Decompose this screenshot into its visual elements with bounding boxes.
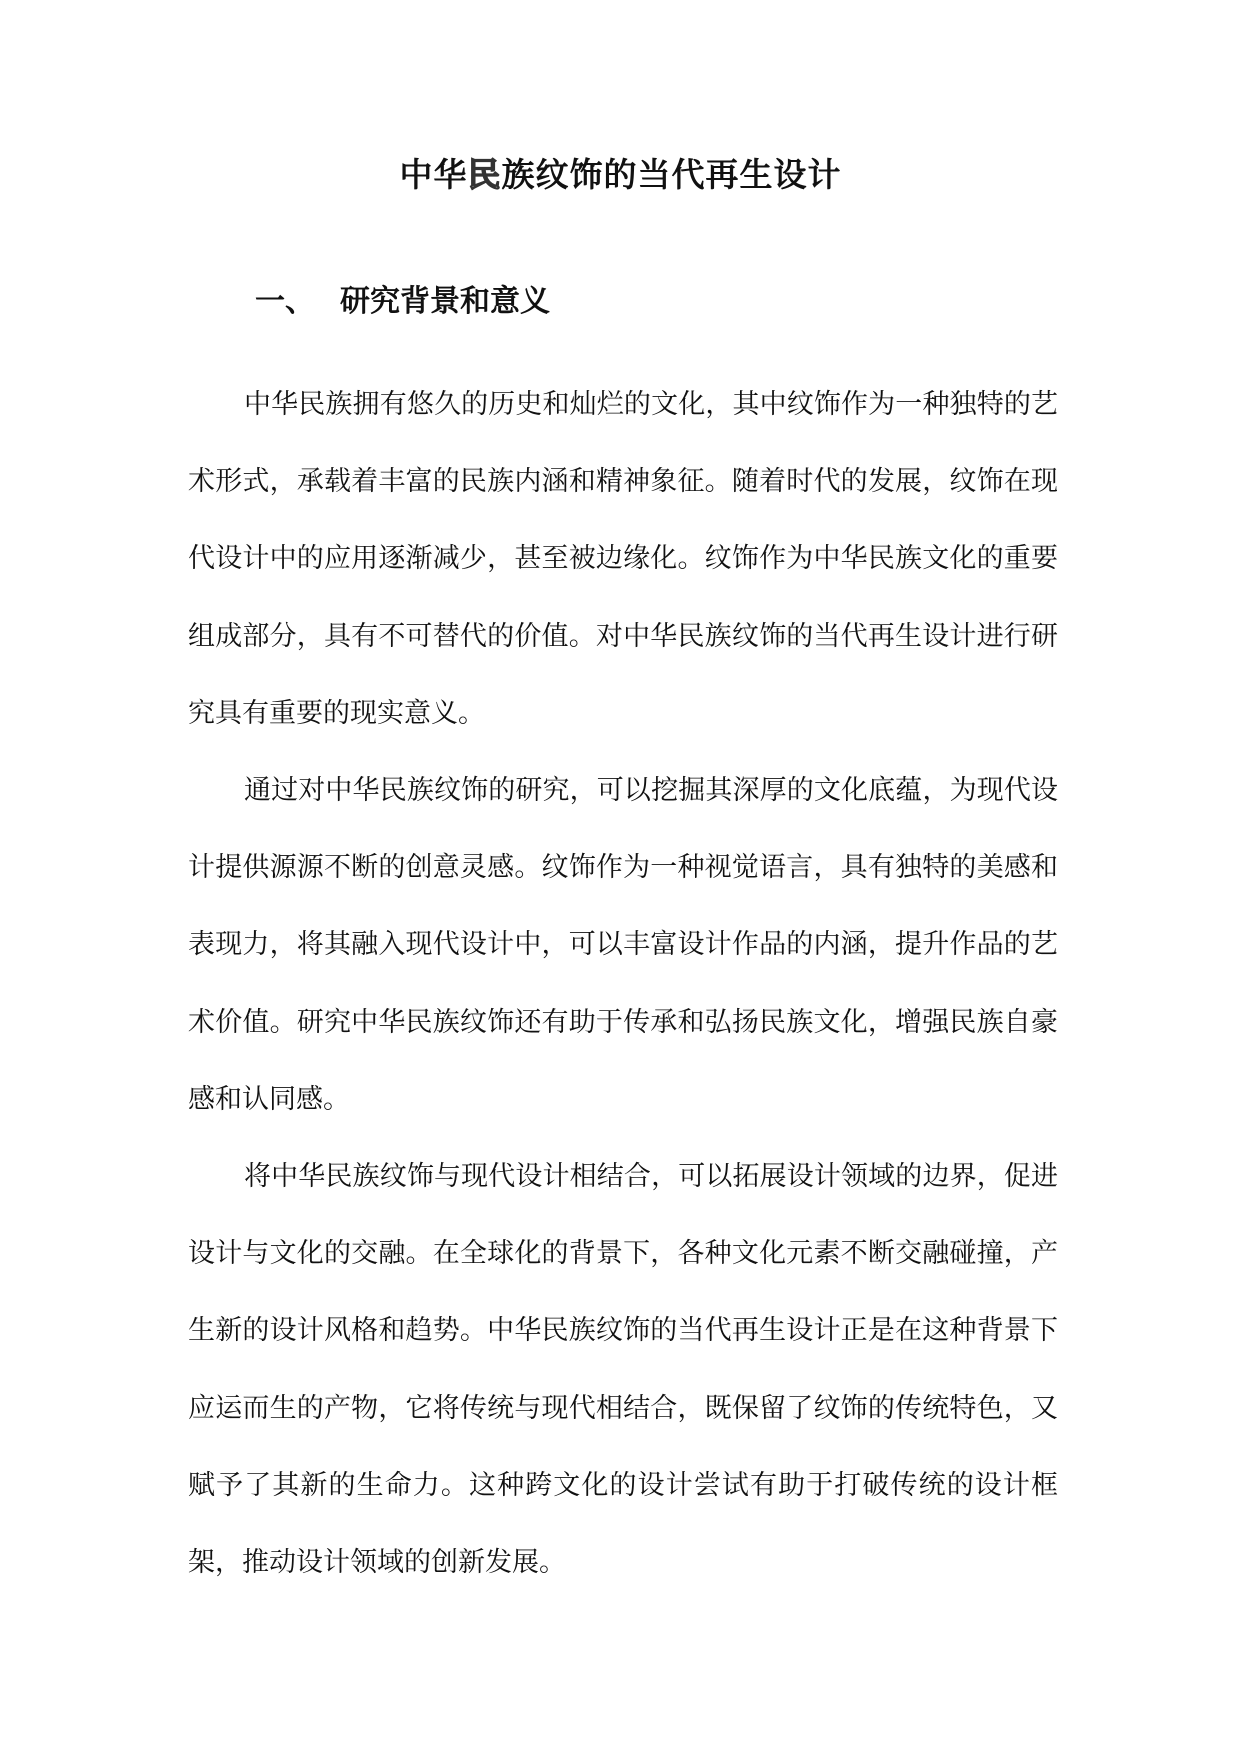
paragraph-2: 通过对中华民族纹饰的研究，可以挖掘其深厚的文化底蕴，为现代设计提供源源不断的创意灵感。纹饰作为一种视觉语言，具有独特的美感和表现力，将其融入现代设计中，可以丰富设计作品的内涵，提升作品的艺术价值。研究中华民族纹饰还有助于传承和弘扬民族文化，增强民族自豪感和认同感。 <box>188 775 1058 1115</box>
body-text <box>188 366 1058 1601</box>
title-part-3: 族纹饰的当代再生设计 <box>501 155 842 194</box>
title-part-2: 民 <box>467 155 502 194</box>
section-heading <box>255 278 550 326</box>
document-title <box>0 150 1241 200</box>
section-number: 一、 <box>255 284 315 319</box>
section-heading-text: 研究背景和意义 <box>340 284 550 319</box>
paragraph-3: 将中华民族纹饰与现代设计相结合，可以拓展设计领域的边界，促进设计与文化的交融。在全球化的背景下，各种文化元素不断交融碰撞，产生新的设计风格和趋势。中华民族纹饰的当代再生设计正是在这种背景下应运而生的产物，它将传统与现代相结合，既保留了纹饰的传统特色，又赋予了其新的生命力。这种跨文化的设计尝试有助于打破传统的设计框架，推动设计领域的创新发展。 <box>188 1161 1058 1579</box>
title-part-1: 中华 <box>399 155 468 194</box>
paragraph-1: 中华民族拥有悠久的历史和灿烂的文化，其中纹饰作为一种独特的艺术形式，承载着丰富的民族内涵和精神象征。随着时代的发展，纹饰在现代设计中的应用逐渐减少，甚至被边缘化。纹饰作为中华民族文化的重要组成部分，具有不可替代的价值。对中华民族纹饰的当代再生设计进行研究具有重要的现实意义。 <box>188 389 1058 729</box>
